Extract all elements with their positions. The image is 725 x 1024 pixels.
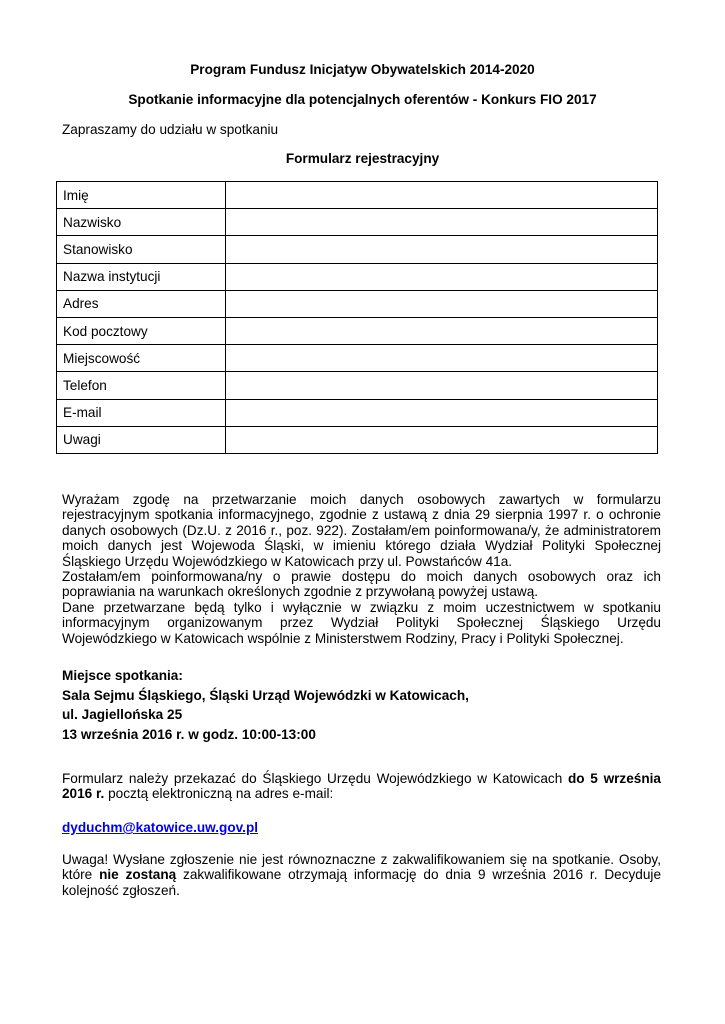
form-value-field[interactable] [226,372,658,399]
form-row-email [57,399,658,426]
notice-paragraph [62,852,661,898]
form-label: Nazwa instytucji [57,263,226,290]
consent-section [62,492,661,646]
form-row-phone [57,372,658,399]
notice-text: Uwaga! Wysłane zgłoszenie nie jest równoznaczne z zakwalifikowaniem się na spotkanie. Osoby, które [62,852,661,883]
form-label: Stanowisko [57,236,226,263]
form-label: Uwagi [57,426,226,453]
form-row-notes [57,426,658,453]
email-link[interactable]: dyduchm@katowice.uw.gov.pl [62,820,259,835]
registration-form-table [56,181,658,454]
form-label: Kod pocztowy [57,317,226,344]
notice-emphasis: nie zostaną [99,867,177,883]
form-value-field[interactable] [226,345,658,372]
submission-text-after: pocztą elektroniczną na adres e-mail: [104,786,334,802]
consent-paragraph: Dane przetwarzane będą tylko i wyłącznie w związku z moim uczestnictwem w spotkaniu informacyjnym organizowanym przez Wydział Polityki Społecznej Śląskiego Urzędu Wojewódzkiego w Katowicach wspólnie z Ministerstwem Rodziny, Pracy i Polityki Społecznej. [62,599,661,646]
form-value-field[interactable] [226,209,658,236]
venue-heading: Miejsce spotkania: [62,668,183,683]
form-row-city [57,345,658,372]
invitation-text: Zapraszamy do udziału w spotkaniu [62,122,279,137]
form-label: Nazwisko [57,209,226,236]
form-value-field[interactable] [226,236,658,263]
form-row-position [57,236,658,263]
venue-block [62,666,661,744]
form-value-field[interactable] [226,290,658,317]
submission-text: Formularz należy przekazać do Śląskiego Urzędu Wojewódzkiego w Katowicach [62,771,568,786]
form-value-field[interactable] [226,399,658,426]
form-label: Miejscowość [57,345,226,372]
email-line [62,820,661,835]
form-row-last-name [57,209,658,236]
form-row-institution [57,263,658,290]
form-row-first-name [57,182,658,209]
form-row-address [57,290,658,317]
form-label: Adres [57,290,226,317]
form-row-postal-code [57,317,658,344]
consent-paragraph: Wyrażam zgodę na przetwarzanie moich danych osobowych zawartych w formularzu rejestracyjnym spotkania informacyjnego, zgodnie z ustawą z dnia 29 sierpnia 1997 r. o ochronie danych osobowych (Dz.U. z 2016 r., poz. 922). Zostałam/em poinformowana/y, że administratorem moich danych jest Wojewoda Śląski, w imieniu którego działa Wydział Polityki Społecznej Śląskiego Urzędu Wojewódzkiego w Katowicach przy ul. Powstańców 41a. [62,492,661,569]
form-label: Imię [57,182,226,209]
consent-paragraph: Zostałam/em poinformowana/ny o prawie dostępu do moich danych osobowych oraz ich poprawiania na warunkach określonych zgodnie z przywołaną powyżej ustawą. [62,569,661,600]
program-title: Program Fundusz Inicjatyw Obywatelskich 2014-2020 [190,62,535,77]
submission-instructions [62,771,661,802]
venue-datetime: 13 września 2016 r. w godz. 10:00-13:00 [62,726,316,742]
form-value-field[interactable] [226,182,658,209]
venue-street: ul. Jagiellońska 25 [62,707,183,722]
submission-deadline: do 5 września 2016 r. [62,771,661,802]
venue-place: Sala Sejmu Śląskiego, Śląski Urząd Wojewódzki w Katowicach, [62,687,469,703]
form-value-field[interactable] [226,426,658,453]
form-label: E-mail [57,399,226,426]
form-title: Formularz rejestracyjny [285,151,440,166]
form-value-field[interactable] [226,317,658,344]
form-label: Telefon [57,372,226,399]
meeting-title: Spotkanie informacyjne dla potencjalnych oferentów - Konkurs FIO 2017 [128,92,597,107]
form-value-field[interactable] [226,263,658,290]
notice-text-after: zakwalifikowane otrzymają informację do dnia 9 września 2016 r. Decyduje kolejność zgłoszeń. [62,867,662,898]
